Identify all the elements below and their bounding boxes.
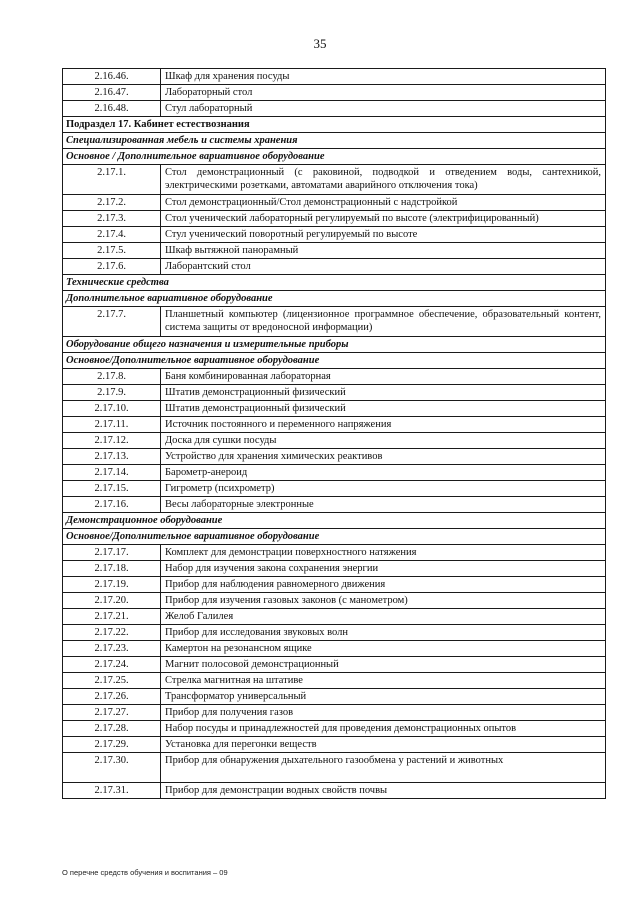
item-number: 2.17.25. — [63, 673, 161, 689]
table-row — [63, 211, 606, 227]
item-number: 2.16.48. — [63, 101, 161, 117]
table-row — [63, 689, 606, 705]
subsection-heading: Дополнительное вариативное оборудование — [63, 291, 606, 307]
item-number: 2.17.17. — [63, 545, 161, 561]
table-row — [63, 561, 606, 577]
item-description: Баня комбинированная лабораторная — [161, 369, 606, 385]
item-description: Стул лабораторный — [161, 101, 606, 117]
item-number: 2.17.27. — [63, 705, 161, 721]
table-row — [63, 369, 606, 385]
item-description: Шкаф вытяжной панорамный — [161, 243, 606, 259]
item-number: 2.17.14. — [63, 465, 161, 481]
item-number: 2.17.13. — [63, 449, 161, 465]
item-description: Набор посуды и принадлежностей для проведения демонстрационных опытов — [161, 721, 606, 737]
item-number: 2.17.4. — [63, 227, 161, 243]
table-row — [63, 165, 606, 195]
table-row — [63, 69, 606, 85]
item-number: 2.17.30. — [63, 753, 161, 783]
item-description: Планшетный компьютер (лицензионное программное обеспечение, образовательный контент, система защиты от вредоносной информации) — [161, 307, 606, 337]
item-number: 2.17.19. — [63, 577, 161, 593]
item-description: Источник постоянного и переменного напряжения — [161, 417, 606, 433]
item-description: Штатив демонстрационный физический — [161, 401, 606, 417]
item-number: 2.17.31. — [63, 783, 161, 799]
item-description: Прибор для получения газов — [161, 705, 606, 721]
subsection-heading-row — [63, 149, 606, 165]
item-number: 2.17.6. — [63, 259, 161, 275]
item-number: 2.17.29. — [63, 737, 161, 753]
table-row — [63, 721, 606, 737]
footer-note: О перечне средств обучения и воспитания – 09 — [62, 868, 228, 877]
table-row — [63, 481, 606, 497]
item-number: 2.17.7. — [63, 307, 161, 337]
table-row — [63, 385, 606, 401]
table-row — [63, 577, 606, 593]
subsection-heading-row — [63, 133, 606, 149]
item-number: 2.17.23. — [63, 641, 161, 657]
subsection-heading-row — [63, 337, 606, 353]
item-description: Устройство для хранения химических реактивов — [161, 449, 606, 465]
item-description: Стрелка магнитная на штативе — [161, 673, 606, 689]
item-number: 2.16.46. — [63, 69, 161, 85]
table-row — [63, 417, 606, 433]
table-row — [63, 227, 606, 243]
table-row — [63, 101, 606, 117]
item-number: 2.17.9. — [63, 385, 161, 401]
item-description: Лабораторный стол — [161, 85, 606, 101]
table-row — [63, 243, 606, 259]
item-number: 2.17.8. — [63, 369, 161, 385]
subsection-heading: Технические средства — [63, 275, 606, 291]
table-row — [63, 449, 606, 465]
table-row — [63, 737, 606, 753]
table-row — [63, 497, 606, 513]
item-description: Стол демонстрационный/Стол демонстрационный с надстройкой — [161, 195, 606, 211]
equipment-table — [62, 68, 606, 799]
subsection-heading: Основное/Дополнительное вариативное оборудование — [63, 529, 606, 545]
item-number: 2.17.3. — [63, 211, 161, 227]
item-description: Комплект для демонстрации поверхностного натяжения — [161, 545, 606, 561]
table-row — [63, 705, 606, 721]
item-description: Весы лабораторные электронные — [161, 497, 606, 513]
item-description: Трансформатор универсальный — [161, 689, 606, 705]
item-description: Доска для сушки посуды — [161, 433, 606, 449]
section-heading: Подраздел 17. Кабинет естествознания — [63, 117, 606, 133]
item-number: 2.17.10. — [63, 401, 161, 417]
table-row — [63, 465, 606, 481]
item-description: Стол демонстрационный (с раковиной, подводкой и отведением воды, сантехникой, электрическими розетками, автоматами аварийного отключения тока) — [161, 165, 606, 195]
item-number: 2.16.47. — [63, 85, 161, 101]
item-description: Лаборантский стол — [161, 259, 606, 275]
table-row — [63, 673, 606, 689]
table-row — [63, 753, 606, 783]
page-number: 35 — [313, 36, 327, 51]
subsection-heading: Демонстрационное оборудование — [63, 513, 606, 529]
item-description: Штатив демонстрационный физический — [161, 385, 606, 401]
item-description: Прибор для обнаружения дыхательного газообмена у растений и животных — [161, 753, 606, 783]
equipment-table-body — [63, 69, 606, 799]
subsection-heading: Оборудование общего назначения и измерительные приборы — [63, 337, 606, 353]
item-description: Шкаф для хранения посуды — [161, 69, 606, 85]
section-heading-row — [63, 117, 606, 133]
item-description: Прибор для демонстрации водных свойств почвы — [161, 783, 606, 799]
item-number: 2.17.22. — [63, 625, 161, 641]
table-row — [63, 593, 606, 609]
item-description: Прибор для изучения газовых законов (с манометром) — [161, 593, 606, 609]
item-description: Стул ученический поворотный регулируемый по высоте — [161, 227, 606, 243]
item-number: 2.17.26. — [63, 689, 161, 705]
table-row — [63, 401, 606, 417]
subsection-heading-row — [63, 513, 606, 529]
item-number: 2.17.5. — [63, 243, 161, 259]
item-description: Камертон на резонансном ящике — [161, 641, 606, 657]
table-row — [63, 307, 606, 337]
table-row — [63, 85, 606, 101]
table-row — [63, 609, 606, 625]
item-description: Магнит полосовой демонстрационный — [161, 657, 606, 673]
item-description: Барометр-анероид — [161, 465, 606, 481]
table-row — [63, 783, 606, 799]
item-number: 2.17.15. — [63, 481, 161, 497]
item-number: 2.17.18. — [63, 561, 161, 577]
table-row — [63, 433, 606, 449]
item-number: 2.17.28. — [63, 721, 161, 737]
item-number: 2.17.12. — [63, 433, 161, 449]
item-number: 2.17.11. — [63, 417, 161, 433]
item-number: 2.17.16. — [63, 497, 161, 513]
table-row — [63, 259, 606, 275]
item-description: Желоб Галилея — [161, 609, 606, 625]
table-row — [63, 625, 606, 641]
item-description: Прибор для наблюдения равномерного движения — [161, 577, 606, 593]
table-row — [63, 657, 606, 673]
subsection-heading: Основное/Дополнительное вариативное оборудование — [63, 353, 606, 369]
item-description: Прибор для исследования звуковых волн — [161, 625, 606, 641]
subsection-heading-row — [63, 291, 606, 307]
item-description: Гигрометр (психрометр) — [161, 481, 606, 497]
item-number: 2.17.1. — [63, 165, 161, 195]
subsection-heading: Основное / Дополнительное вариативное оборудование — [63, 149, 606, 165]
table-row — [63, 545, 606, 561]
subsection-heading: Специализированная мебель и системы хранения — [63, 133, 606, 149]
item-number: 2.17.21. — [63, 609, 161, 625]
item-description: Установка для перегонки веществ — [161, 737, 606, 753]
subsection-heading-row — [63, 353, 606, 369]
item-number: 2.17.24. — [63, 657, 161, 673]
table-row — [63, 195, 606, 211]
item-description: Стол ученический лабораторный регулируемый по высоте (электрифицированный) — [161, 211, 606, 227]
item-number: 2.17.20. — [63, 593, 161, 609]
item-number: 2.17.2. — [63, 195, 161, 211]
item-description: Набор для изучения закона сохранения энергии — [161, 561, 606, 577]
subsection-heading-row — [63, 275, 606, 291]
table-row — [63, 641, 606, 657]
subsection-heading-row — [63, 529, 606, 545]
